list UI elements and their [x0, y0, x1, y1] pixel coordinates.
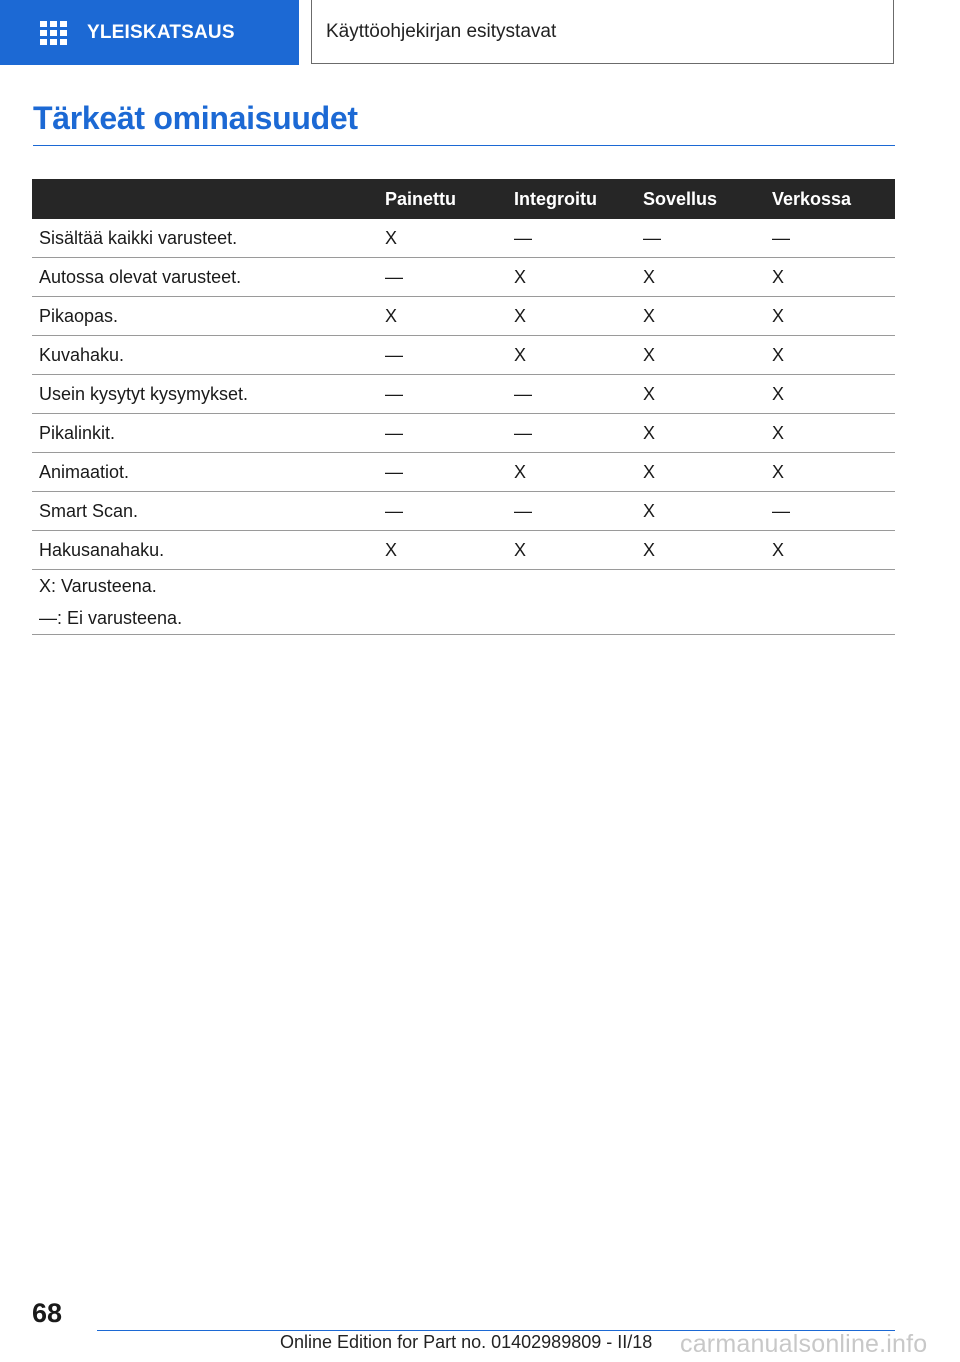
feature-cell: Pikalinkit.: [32, 414, 378, 453]
availability-cell: X: [765, 414, 895, 453]
column-header: Verkossa: [772, 188, 852, 209]
availability-cell: X: [378, 297, 507, 336]
table-row: [32, 531, 895, 570]
feature-cell: Smart Scan.: [32, 492, 378, 531]
availability-cell: X: [636, 336, 765, 375]
table-row: [32, 336, 895, 375]
table-legend-row: [32, 570, 895, 635]
feature-cell: Pikaopas.: [32, 297, 378, 336]
availability-cell: X: [636, 453, 765, 492]
feature-cell: Animaatiot.: [32, 453, 378, 492]
availability-cell: —: [378, 336, 507, 375]
column-header: Painettu: [385, 188, 457, 209]
availability-cell: X: [636, 297, 765, 336]
availability-cell: —: [378, 258, 507, 297]
watermark: carmanualsonline.info: [680, 1330, 928, 1358]
availability-cell: X: [636, 531, 765, 570]
availability-cell: X: [636, 258, 765, 297]
table-row: [32, 453, 895, 492]
availability-cell: X: [507, 531, 636, 570]
legend-available: X: Varusteena.: [39, 576, 157, 596]
feature-cell: Usein kysytyt kysymykset.: [32, 375, 378, 414]
title-divider: [33, 145, 895, 146]
page-title: Tärkeät ominaisuudet: [33, 100, 358, 136]
section-tab[interactable]: [0, 0, 299, 65]
feature-cell: Autossa olevat varusteet.: [32, 258, 378, 297]
availability-cell: X: [765, 258, 895, 297]
table-row: [32, 414, 895, 453]
table-header-row: [32, 179, 895, 219]
grid-menu-icon: [40, 21, 67, 45]
availability-cell: X: [636, 492, 765, 531]
availability-cell: X: [507, 297, 636, 336]
availability-cell: X: [507, 453, 636, 492]
availability-cell: X: [765, 375, 895, 414]
edition-note: Online Edition for Part no. 01402989809 - II/18: [280, 1332, 653, 1352]
legend-not-available: —: Ei varusteena.: [39, 608, 183, 628]
table-row: [32, 375, 895, 414]
column-header: Sovellus: [643, 188, 718, 209]
availability-cell: X: [507, 258, 636, 297]
availability-cell: —: [507, 414, 636, 453]
availability-cell: —: [378, 453, 507, 492]
availability-cell: —: [507, 375, 636, 414]
feature-cell: Sisältää kaikki varusteet.: [32, 219, 378, 258]
availability-cell: —: [765, 492, 895, 531]
features-table: [32, 179, 895, 635]
availability-cell: X: [378, 219, 507, 258]
section-tab-label: YLEISKATSAUS: [87, 21, 235, 43]
availability-cell: X: [636, 375, 765, 414]
availability-cell: —: [378, 375, 507, 414]
availability-cell: —: [507, 219, 636, 258]
table-row: [32, 258, 895, 297]
table-legend: [32, 570, 895, 635]
availability-cell: X: [378, 531, 507, 570]
availability-cell: —: [636, 219, 765, 258]
availability-cell: —: [378, 414, 507, 453]
availability-cell: X: [636, 414, 765, 453]
availability-cell: X: [765, 453, 895, 492]
availability-cell: —: [378, 492, 507, 531]
availability-cell: —: [765, 219, 895, 258]
feature-cell: Kuvahaku.: [32, 336, 378, 375]
breadcrumb[interactable]: Käyttöohjekirjan esitystavat: [311, 0, 894, 64]
availability-cell: —: [507, 492, 636, 531]
table-row: [32, 219, 895, 258]
table-row: [32, 297, 895, 336]
availability-cell: X: [765, 336, 895, 375]
availability-cell: X: [765, 531, 895, 570]
column-header: [32, 179, 378, 219]
feature-cell: Hakusanahaku.: [32, 531, 378, 570]
column-header: Integroitu: [514, 188, 597, 209]
availability-cell: X: [765, 297, 895, 336]
availability-cell: X: [507, 336, 636, 375]
table-row: [32, 492, 895, 531]
page-number: 68: [32, 1298, 63, 1328]
